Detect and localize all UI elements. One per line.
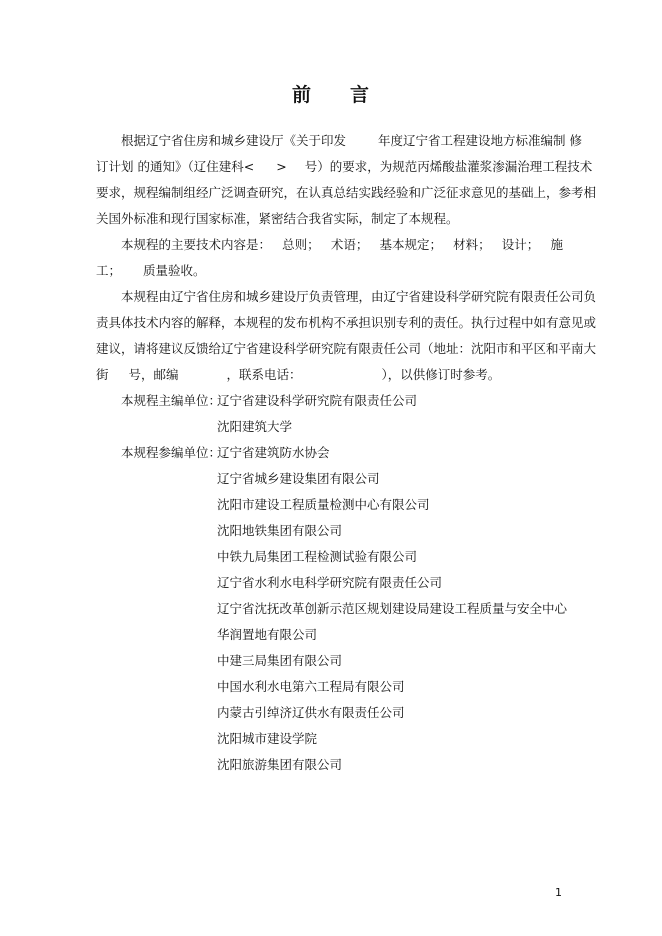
content-item-5: 设计； [501, 237, 540, 252]
mgmt-line-1: 本规程由辽宁省住房和城乡建设厅负责管理，由辽宁省建设科学研究院有限责任公司负 [121, 289, 597, 304]
participating-unit: 沈阳市建设工程质量检测中心有限公司 [217, 497, 430, 512]
participating-unit-1: 辽宁省建筑防水协会 [217, 445, 330, 460]
chief-unit-row [96, 388, 563, 414]
intro-line-2 [96, 154, 593, 180]
participating-unit-label: 本规程参编单位： [121, 445, 222, 460]
chief-unit-1: 辽宁省建设科学研究院有限责任公司 [217, 393, 418, 408]
content-line-2 [96, 258, 563, 284]
page-title [0, 80, 662, 107]
title-char-1: 前 [291, 84, 312, 106]
participating-unit: 辽宁省沈抚改革创新示范区规划建设局建设工程质量与安全中心 [217, 601, 568, 616]
content-item-6-part2: 工； [96, 263, 122, 278]
participating-unit: 沈阳地铁集团有限公司 [217, 523, 343, 538]
mgmt-line-2: 责具体技术内容的解释，本规程的发布机构不承担识别专利的责任。执行过程中如有意见或 [96, 315, 597, 330]
content-item-2: 术语； [330, 237, 369, 252]
mgmt-line-3: 建议，请将建议反馈给辽宁省建设科学研究院有限责任公司（地址：沈阳市和平区和平南大 [96, 341, 597, 356]
mgmt-line-4a: 街 [96, 367, 109, 382]
content-item-4: 材料； [453, 237, 491, 252]
body-text [96, 128, 597, 778]
participating-unit: 中铁九局集团工程检测试验有限公司 [217, 549, 418, 564]
mgmt-line-4b: 号，邮编 [128, 367, 179, 382]
mgmt-line-4 [96, 362, 563, 388]
content-item-3: 基本规定； [379, 237, 442, 252]
intro-paragraph [96, 128, 597, 232]
intro-line-3: 要求，规程编制组经广泛调查研究，在认真总结实践经验和广泛征求意见的基础上，参考相 [96, 185, 597, 200]
page-number: 1 [555, 886, 562, 899]
chief-unit-label: 本规程主编单位： [121, 393, 222, 408]
intro-line-2b: > [276, 159, 287, 174]
participating-unit: 沈阳城市建设学院 [217, 731, 318, 746]
intro-line-1b: 年度辽宁省工程建设地方标准编制 修 [378, 133, 582, 148]
intro-line-1a: 根据辽宁省住房和城乡建设厅《关于印发 [121, 133, 347, 148]
chief-unit-2: 沈阳建筑大学 [217, 419, 293, 434]
participating-unit: 辽宁省水利水电科学研究院有限责任公司 [217, 575, 443, 590]
content-item-7: 质量验收。 [143, 263, 206, 278]
participating-unit: 辽宁省城乡建设集团有限公司 [217, 471, 380, 486]
title-char-2: 言 [350, 84, 371, 106]
mgmt-line-4c: ，联系电话： [226, 367, 302, 382]
content-lead: 本规程的主要技术内容是： [121, 237, 272, 252]
content-item-6-part1: 施 [550, 237, 563, 252]
management-paragraph [96, 284, 597, 388]
participating-unit: 内蒙古引绰济辽供水有限责任公司 [217, 705, 405, 720]
intro-line-1 [96, 128, 582, 154]
participating-unit-row [96, 440, 563, 466]
participating-unit: 中国水利水电第六工程局有限公司 [217, 679, 405, 694]
intro-line-4: 关国外标准和现行国家标准，紧密结合我省实际，制定了本规程。 [96, 211, 459, 226]
participating-unit: 沈阳旅游集团有限公司 [217, 757, 343, 772]
participating-unit: 中建三局集团有限公司 [217, 653, 343, 668]
content-item-1: 总则； [282, 237, 320, 252]
intro-line-2c: 号）的要求，为规范丙烯酸盐灌浆渗漏治理工程技术 [304, 159, 593, 174]
content-paragraph [96, 232, 563, 284]
intro-line-2a: 订计划 的通知》（辽住建科< [96, 159, 255, 174]
mgmt-line-4d: ），以供修订时参考。 [381, 367, 501, 382]
content-line-1 [96, 232, 563, 258]
participating-unit: 华润置地有限公司 [217, 627, 318, 642]
